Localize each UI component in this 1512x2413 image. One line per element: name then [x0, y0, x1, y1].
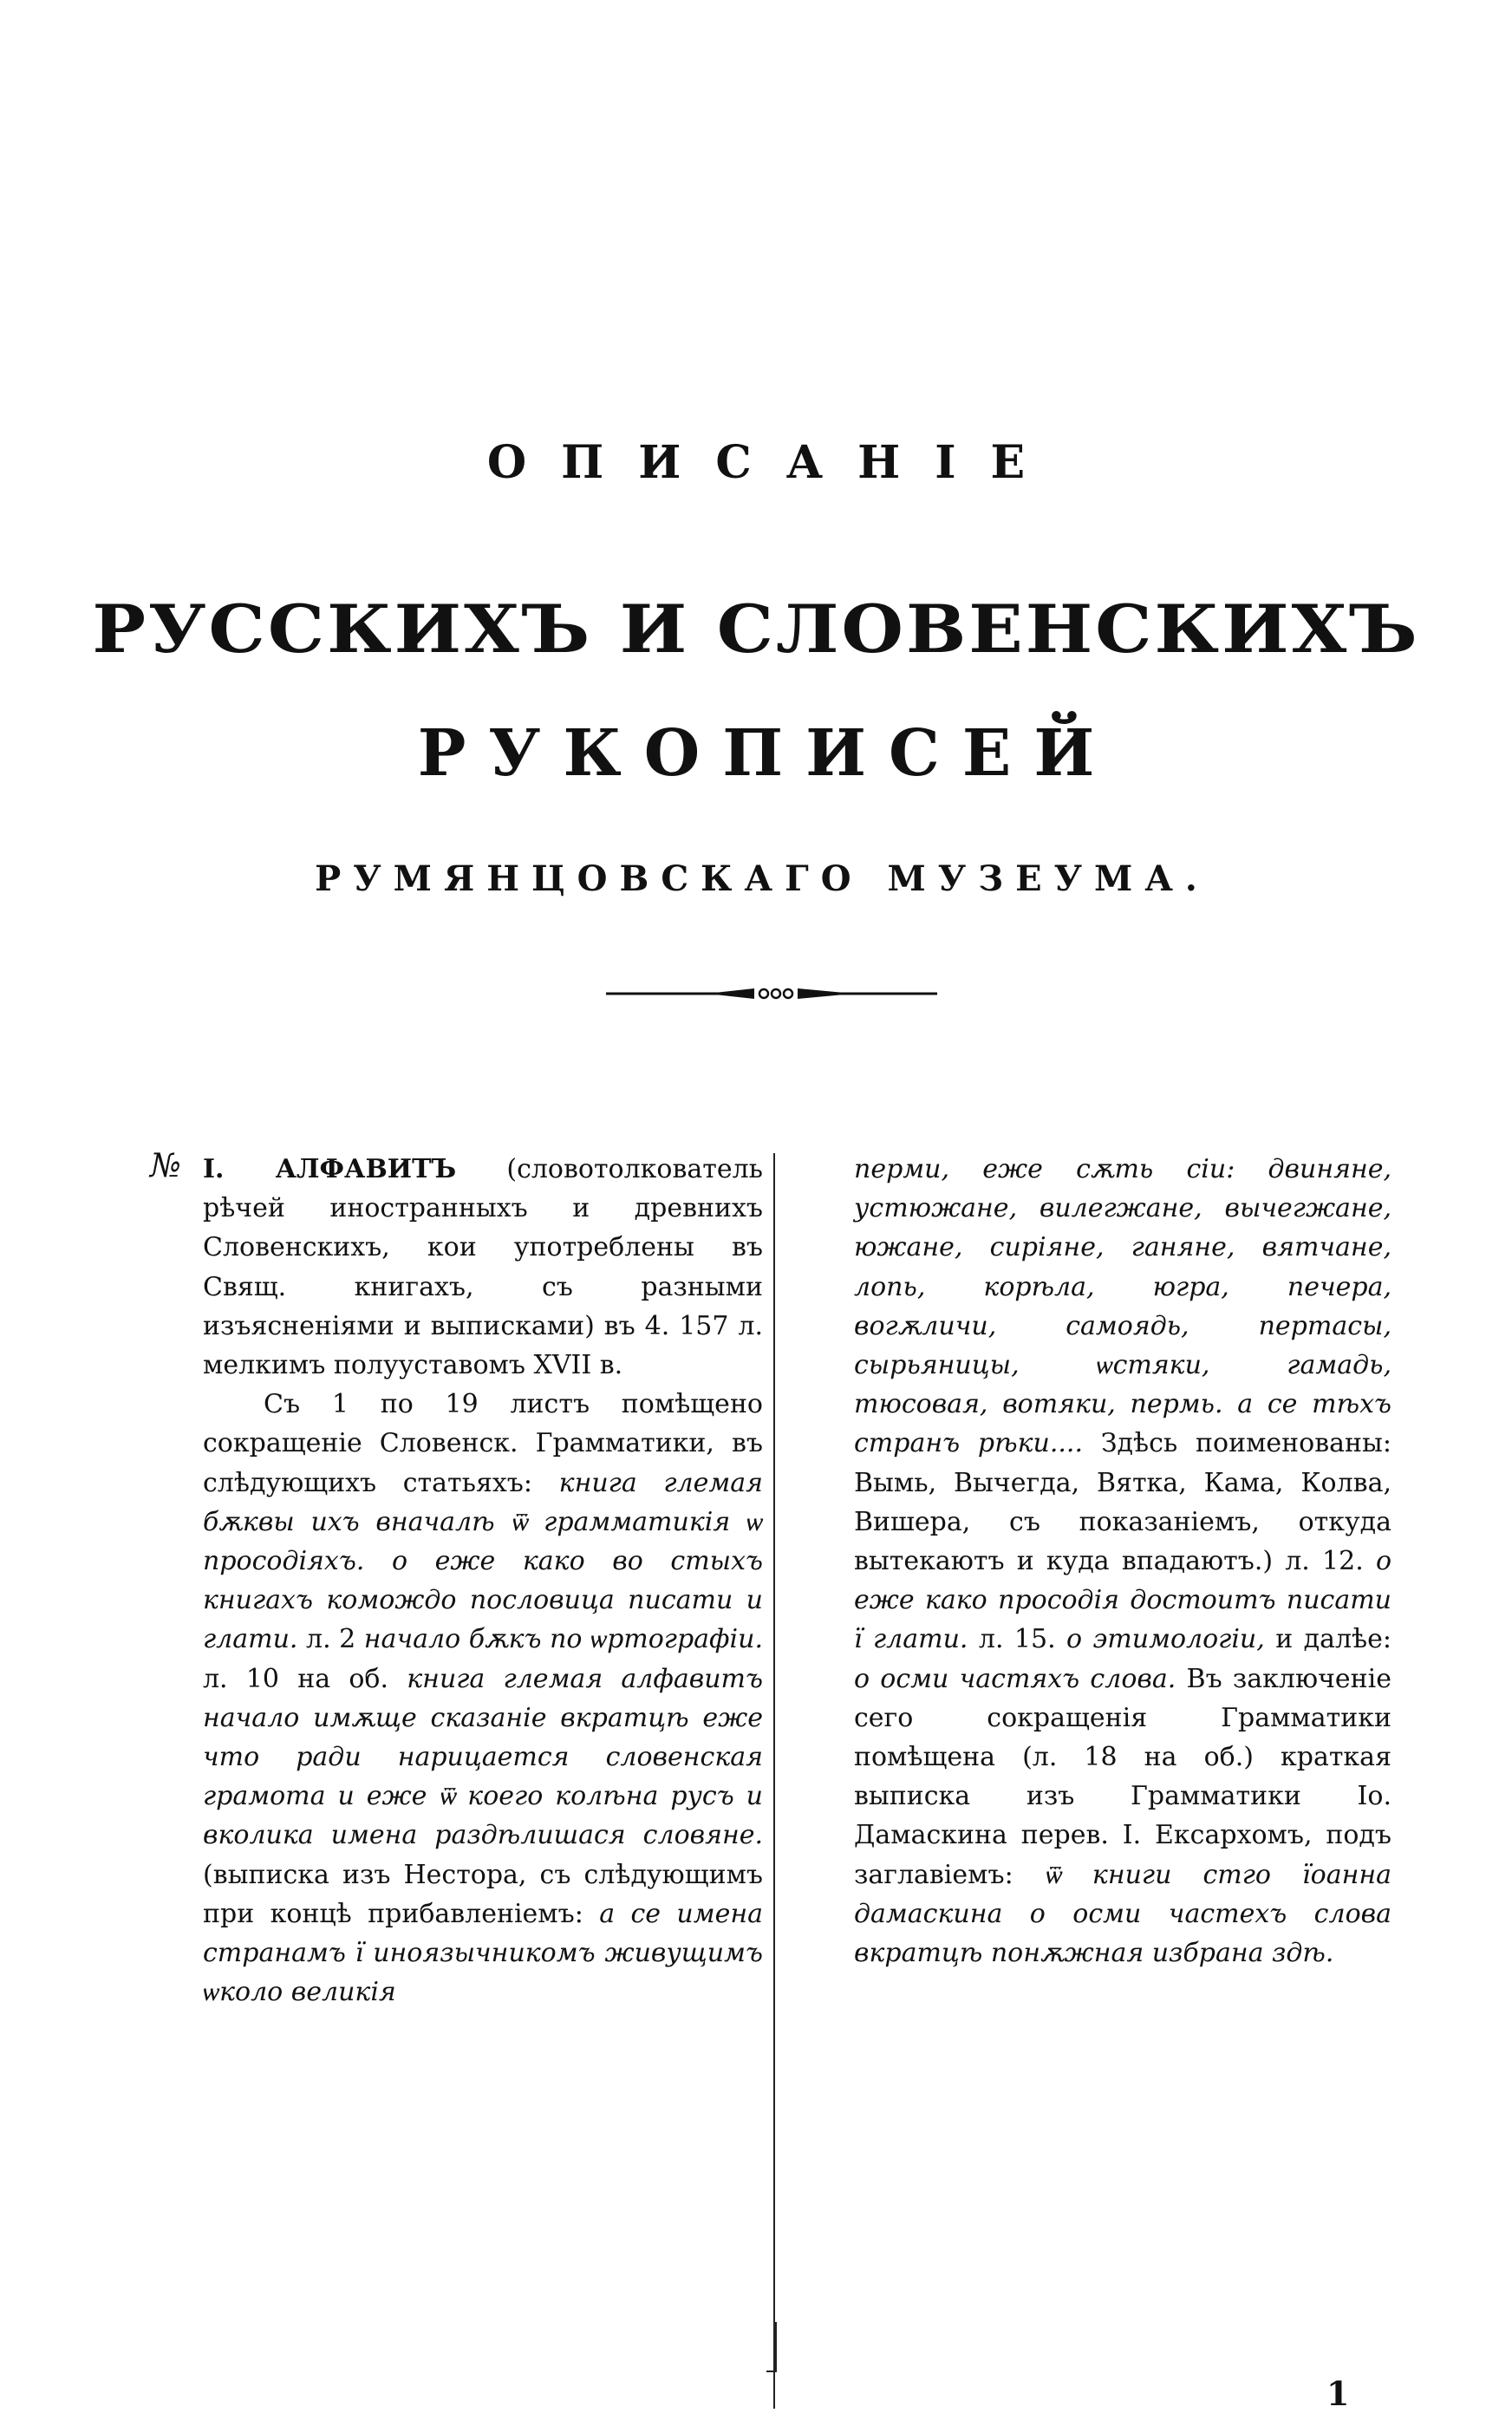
quote-3: книга глемая алфавитъ начало имѫще сказаніе вкратцѣ еже что ради нарицается словенская грамота и еже ѿ коего колѣна русъ и вколика имена раздѣлишася словяне.: [203, 1663, 764, 1851]
quote-9: ѿ книги стго їоанна дамаскина о осми частехъ слова вкратцѣ понѫжная избрана здѣ.: [854, 1859, 1391, 1969]
ref-7: Въ заключеніе сего сокращенія Грамматики помѣщена (л. 18 на об.) краткая выписка изъ Грамматики Іо. Дамаскина перев. І. Ексархомъ, подъ заглавіемъ:: [854, 1663, 1392, 1890]
closing-bracket: [766, 2322, 777, 2372]
ref-6: и далѣе:: [1264, 1624, 1391, 1655]
continuation-paragraph: [854, 1150, 1391, 1973]
quote-8: о осми частяхъ слова.: [854, 1663, 1176, 1694]
left-column: [203, 1150, 763, 2012]
entry-number-mark: №: [150, 1146, 181, 1184]
contents-text: Съ 1 по 19 листъ помѣщено сокращеніе Словенск. Грамматики, въ слѣдующихъ статьяхъ:: [203, 1389, 763, 1498]
quote-7: о этимологіи,: [1066, 1624, 1265, 1655]
title-line-4: РУМЯНЦОВСКАГО МУЗЕУМА.: [315, 858, 1209, 899]
ornament-divider: [603, 983, 941, 1004]
title-line-3: РУКОПИСЕЙ: [417, 716, 1118, 791]
ref-3: (выписка изъ Нестора, съ слѣдующимъ при концѣ прибавленіемъ:: [203, 1859, 763, 1929]
quote-2: начало бѫкъ по ѡртографіи.: [363, 1624, 763, 1655]
entry-heading-paragraph: [203, 1150, 763, 1385]
page-number: 1: [1326, 2374, 1350, 2413]
ref-2: л. 10 на об.: [203, 1663, 407, 1694]
ref-1: л. 2: [297, 1624, 364, 1655]
quote-4: а се имена странамъ ї иноязычникомъ живущимъ ѡколо великія: [203, 1898, 763, 2008]
column-rule: [773, 1153, 775, 2409]
entry-description: (словотолкователь рѣчей иностранныхъ и древнихъ Словенскихъ, кои употреблены въ Свящ. книгахъ, съ разными изъясненіями и выписками) въ 4. 157 л. мелкимъ полууставомъ XVII в.: [203, 1154, 763, 1381]
quote-1: книга глемая бѫквы ихъ вначалѣ ѿ грамматикія ѡ просодіяхъ. о еже како во стыхъ книгахъ комождо пословица писати и глати.: [203, 1467, 763, 1655]
ref-5: л. 15.: [968, 1624, 1067, 1655]
contents-paragraph: [203, 1385, 763, 2012]
title-line-2: РУССКИХЪ И СЛОВЕНСКИХЪ: [92, 590, 1420, 668]
title-line-1: ОПИСАНІЕ: [486, 436, 1060, 489]
ref-4: Здѣсь поименованы: Вымь, Вычегда, Вятка, Кама, Колва, Вишера, съ показаніемъ, откуда вытекаютъ и куда впадаютъ.) л. 12.: [854, 1428, 1391, 1577]
quote-5: перми, еже сѫть сіи: двиняне, устюжане, вилегжане, вычегжане, южане, сиріяне, ганяне, вятчане, лопь, корѣла, югра, печера, вогѫличи, самоядь, пертасы, сырьяницы, ѡстяки, гамадь, тюсовая, вотяки, пермь. а се тѣхъ странъ рѣки....: [854, 1154, 1391, 1459]
right-column: [854, 1150, 1391, 1973]
entry-label: I. АЛФАВИТЪ: [203, 1154, 457, 1184]
quote-6: о еже како просодія достоитъ писати ї глати.: [854, 1546, 1391, 1655]
